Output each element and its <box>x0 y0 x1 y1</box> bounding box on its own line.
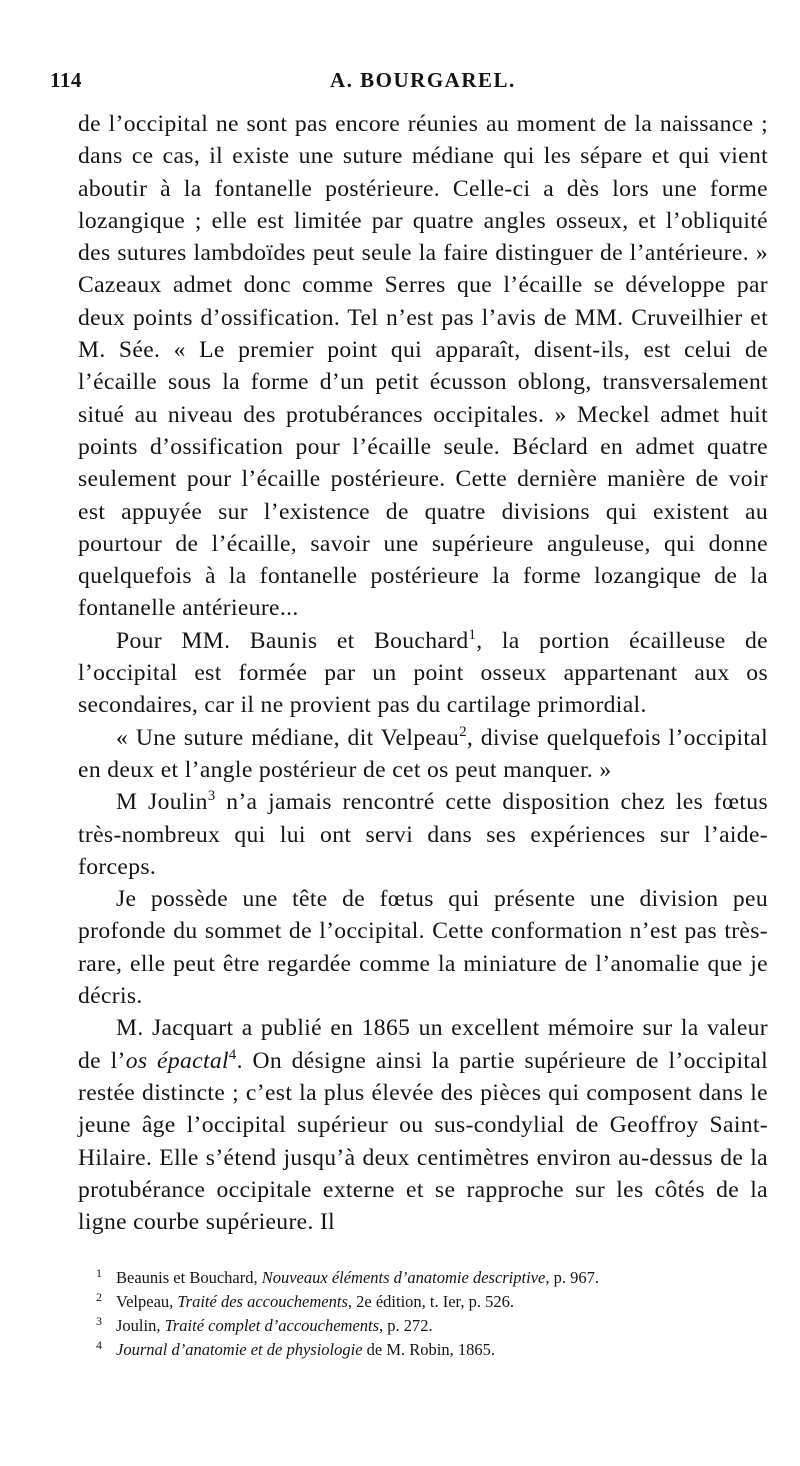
footnotes <box>96 1266 768 1362</box>
italic-term: os épactal <box>125 1047 229 1074</box>
footnote-2: 2 Velpeau, Traité des accouchements, 2e édition, t. Ier, p. 526. <box>96 1289 515 1311</box>
footnote-1: 1 Beaunis et Bouchard, Nouveaux éléments d’anatomie descriptive, p. 967. <box>96 1265 599 1287</box>
footnote-ref-3: 3 <box>207 788 216 805</box>
paragraph-1: de l’occipital ne sont pas encore réunies au moment de la naissance ; dans ce cas, il existe une suture médiane qui les sépare et qui vient aboutir à la fontanelle postérieure. Celle-ci a dès lors une forme lozangique ; elle est limitée par quatre angles osseux, et l’obliquité des sutures lambdoïdes peut seule la faire distinguer de l’antérieure. » Cazeaux admet donc comme Serres que l’écaille se développe par deux points d’ossification. Tel n’est pas l’avis de MM. Cruveilhier et M. Sée. « Le premier point qui apparaît, disent-ils, est celui de l’écaille sous la forme d’un petit écusson oblong, transversalement situé au niveau des protubérances occipitales. » Meckel admet huit points d’ossification pour l’écaille seule. Béclard en admet quatre seulement pour l’écaille postérieure. Cette dernière manière de voir est appuyée sur l’existence de quatre divisions qui existent au pourtour de l’écaille, savoir une supérieure anguleuse, qui donne quelquefois à la fontanelle postérieure la forme lozangique de la fontanelle antérieure... <box>78 111 768 622</box>
footnote-ref-4: 4 <box>228 1046 237 1063</box>
paragraph-4: M Joulin$^3$ n’a jamais rencontré cette disposition chez les fœtus très-nombreux qui lui ont servi dans ses expériences sur l’aide-forceps. <box>78 788 768 880</box>
footnote-ref-1: 1 <box>468 626 477 643</box>
page-header <box>50 68 768 104</box>
paragraph-6: M. Jacquart a publié en 1865 un excellent mémoire sur la valeur de l’os épactal$^4$. On désigne ainsi la partie supérieure de l’occipital restée distincte ; c’est la plus élevée des pièces qui composent dans le jeune âge l’occipital supérieur ou sus-condylial de Geoffroy Saint-Hilaire. Elle s’étend jusqu’à deux centimètres environ au-dessus de la protubérance occipitale externe et se rapproche sur les côtés de la ligne courbe supérieure. Il <box>78 1015 768 1236</box>
footnote-4: 4 Journal d’anatomie et de physiologie de M. Robin, 1865. <box>96 1337 496 1359</box>
running-title: A. BOURGAREL. <box>330 68 516 92</box>
footnote-ref-2: 2 <box>459 723 467 740</box>
paragraph-5: Je possède une tête de fœtus qui présente une division peu profonde du sommet de l’occipital. Cette conformation n’est pas très-rare, elle peut être regardée comme la miniature de l’anomalie que je décris. <box>78 886 768 1010</box>
footnote-3: 3 Joulin, Traité complet d’accouchements, p. 272. <box>96 1313 433 1335</box>
paragraph-2: Pour MM. Baunis et Bouchard$^1$, la portion écailleuse de l’occipital est formée par un point osseux appartenant aux os secondaires, car il ne provient pas du cartilage primordial. <box>78 626 769 719</box>
paragraph-3: « Une suture médiane, dit Velpeau$^2$, divise quelquefois l’occipital en deux et l’angle postérieur de cet os peut manquer. » <box>78 723 769 783</box>
page-number: 114 <box>50 68 82 92</box>
body-text <box>78 108 768 1238</box>
